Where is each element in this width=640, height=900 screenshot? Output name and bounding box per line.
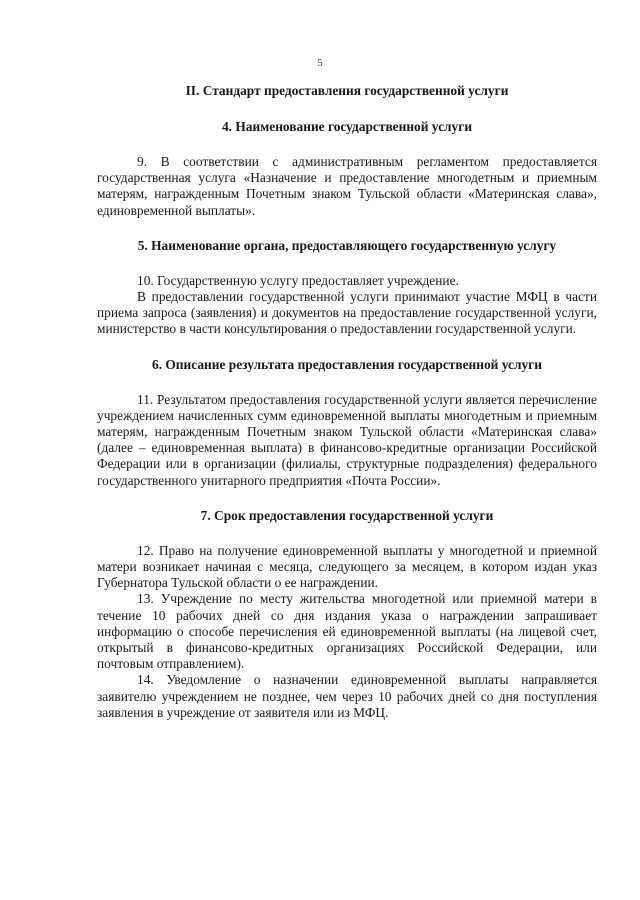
subsection-6: [97, 356, 597, 489]
subsection-5: [97, 237, 597, 338]
subsection-title: 4. Наименование государственной услуги: [221, 119, 473, 134]
paragraph: 10. Государственную услугу предоставляет учреждение.: [137, 272, 459, 288]
section-heading: II. Стандарт предоставления государственной услуги: [185, 83, 509, 98]
subsection-4: [97, 118, 597, 219]
paragraph: 13. Учреждение по месту жительства многодетной или приемной матери в течение 10 рабочих дней со дня издания указа о награждении запрашивает информацию о способе перечисления ей единовременной выплаты (на лицевой счет, открытый в финансово-кредитных организациях Российской Федерации, или почтовым отправлением).: [97, 591, 597, 672]
paragraph: 14. Уведомление о назначении единовременной выплаты направляется заявителю учреждением не позднее, чем через 10 рабочих дней со дня поступления заявления в учреждение от заявителя или из МФЦ.: [97, 672, 597, 720]
paragraph: 12. Право на получение единовременной выплаты у многодетной и приемной матери возникает начиная с месяца, следующего за месяцем, в котором издан указ Губернатора Тульской области о ее награждении.: [97, 542, 597, 591]
paragraph: 11. Результатом предоставления государственной услуги является перечисление учреждением начисленных сумм единовременной выплаты многодетным и приемным матерям, награжденным Почетным знаком Тульской области «Материнская слава» (далее – единовременная выплата) в финансово-кредитные организации Российской Федерации или в организации (филиалы, структурные подразделения) федерального государственного унитарного предприятия «Почта России».: [97, 391, 597, 488]
paragraph: 9. В соответствии с административным регламентом предоставляется государственная услуга «Назначение и предоставление многодетным и приемным матерям, награжденным Почетным знаком Тульской области «Материнская слава», единовременной выплаты».: [97, 154, 597, 218]
subsection-title: 5. Наименование органа, предоставляющего государственную услугу: [137, 237, 557, 253]
subsection-7: [97, 507, 597, 721]
paragraph: В предоставлении государственной услуги принимают участие МФЦ в части приема запроса (заявления) и документов на предоставление государственной услуги, министерство в части консультирования о предоставлении государственной услуги.: [97, 289, 597, 337]
document-content: [97, 82, 597, 739]
subsection-title: 7. Срок предоставления государственной услуги: [200, 507, 494, 523]
subsection-title: 6. Описание результата предоставления государственной услуги: [152, 356, 542, 372]
page-number: 5: [317, 58, 323, 69]
